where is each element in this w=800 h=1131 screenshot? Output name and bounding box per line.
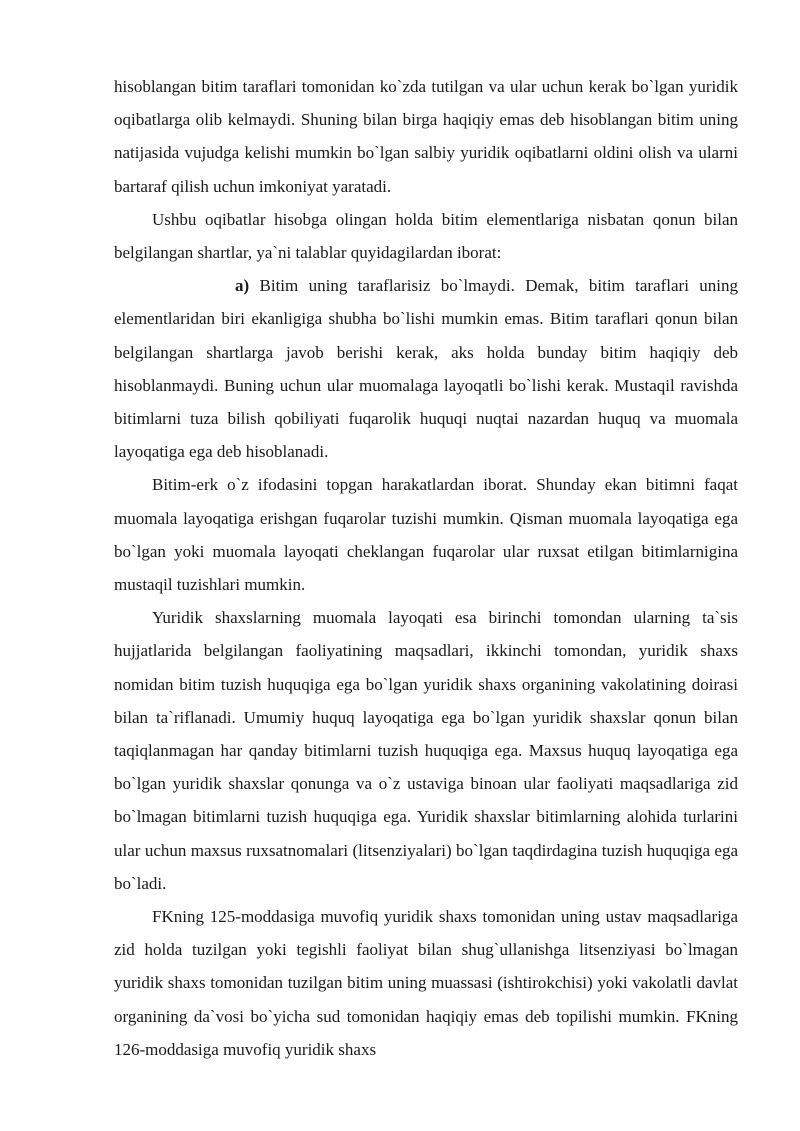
paragraph-2: Ushbu oqibatlar hisobga olingan holda bitim elementlariga nisbatan qonun bilan belgilangan shartlar, ya`ni talablar quyidagilardan iborat: <box>114 209 738 263</box>
paragraph-1: hisoblangan bitim taraflari tomonidan ko`zda tutilgan va ular uchun kerak bo`lgan yuridik oqibatlarga olib kelmaydi. Shuning bilan birga haqiqiy emas deb hisoblangan bitim uning natijasida vujudga kelishi mumkin bo`lgan salbiy yuridik oqibatlarni oldini olish va ularni bartaraf qilish uchun imkoniyat yaratadi. <box>114 77 738 196</box>
paragraph-6: FKning 125-moddasiga muvofiq yuridik shaxs tomonidan uning ustav maqsadlariga zid holda tuzilgan yoki tegishli faoliyat bilan shug`ullanishga litsenziyasi bo`lmagan yuridik shaxs tomonidan tuzilgan bitim uning muassasi (ishtirokchisi) yoki vakolatli davlat organining da`vosi bo`yicha sud tomonidan haqiqiy emas deb topilishi mumkin. FKning 126-moddasiga muvofiq yuridik shaxs <box>114 907 738 1059</box>
list-marker: a) <box>235 276 250 296</box>
document-page <box>114 70 738 1066</box>
paragraph-5: Yuridik shaxslarning muomala layoqati esa birinchi tomondan ularning ta`sis hujjatlarida belgilangan faoliyatining maqsadlari, ikkinchi tomondan, yuridik shaxs nomidan bitim tuzish huquqiga ega bo`lgan yuridik shaxs organining vakolatining doirasi bilan ta`riflanadi. Umumiy huquq layoqatiga ega bo`lgan yuridik shaxslar qonun bilan taqiqlanmagan har qanday bitimlarni tuzish huquqiga ega. Maxsus huquq layoqatiga ega bo`lgan yuridik shaxslar qonunga va o`z ustaviga binoan ular faoliyati maqsadlariga zid bo`lmagan bitimlarni tuzish huquqiga ega. Yuridik shaxslar bitimlarning alohida turlarini ular uchun maxsus ruxsatnomalari (litsenziyalari) bo`lgan taqdirdagina tuzish huquqiga ega bo`ladi. <box>114 608 738 893</box>
list-item-a <box>114 269 738 468</box>
paragraph-4: Bitim-erk o`z ifodasini topgan harakatlardan iborat. Shunday ekan bitimni faqat muomala layoqatiga erishgan fuqarolar tuzishi mumkin. Qisman muomala layoqatiga ega bo`lgan yoki muomala layoqati cheklangan fuqarolar ular ruxsat etilgan bitimlarnigina mustaqil tuzishlari mumkin. <box>114 475 738 595</box>
list-item-text: Bitim uning taraflarisiz bo`lmaydi. Demak, bitim taraflari uning elementlaridan biri ekanligiga shubha bo`lishi mumkin emas. Bitim taraflari qonun bilan belgilangan shartlarga javob berishi kerak, aks holda bunday bitim haqiqiy deb hisoblanmaydi. Buning uchun ular muomalaga layoqatli bo`lishi kerak. Mustaqil ravishda bitimlarni tuza bilish qobiliyati fuqarolik huquqi nuqtai nazardan huquq va muomala layoqatiga ega deb hisoblanadi. <box>114 276 738 462</box>
